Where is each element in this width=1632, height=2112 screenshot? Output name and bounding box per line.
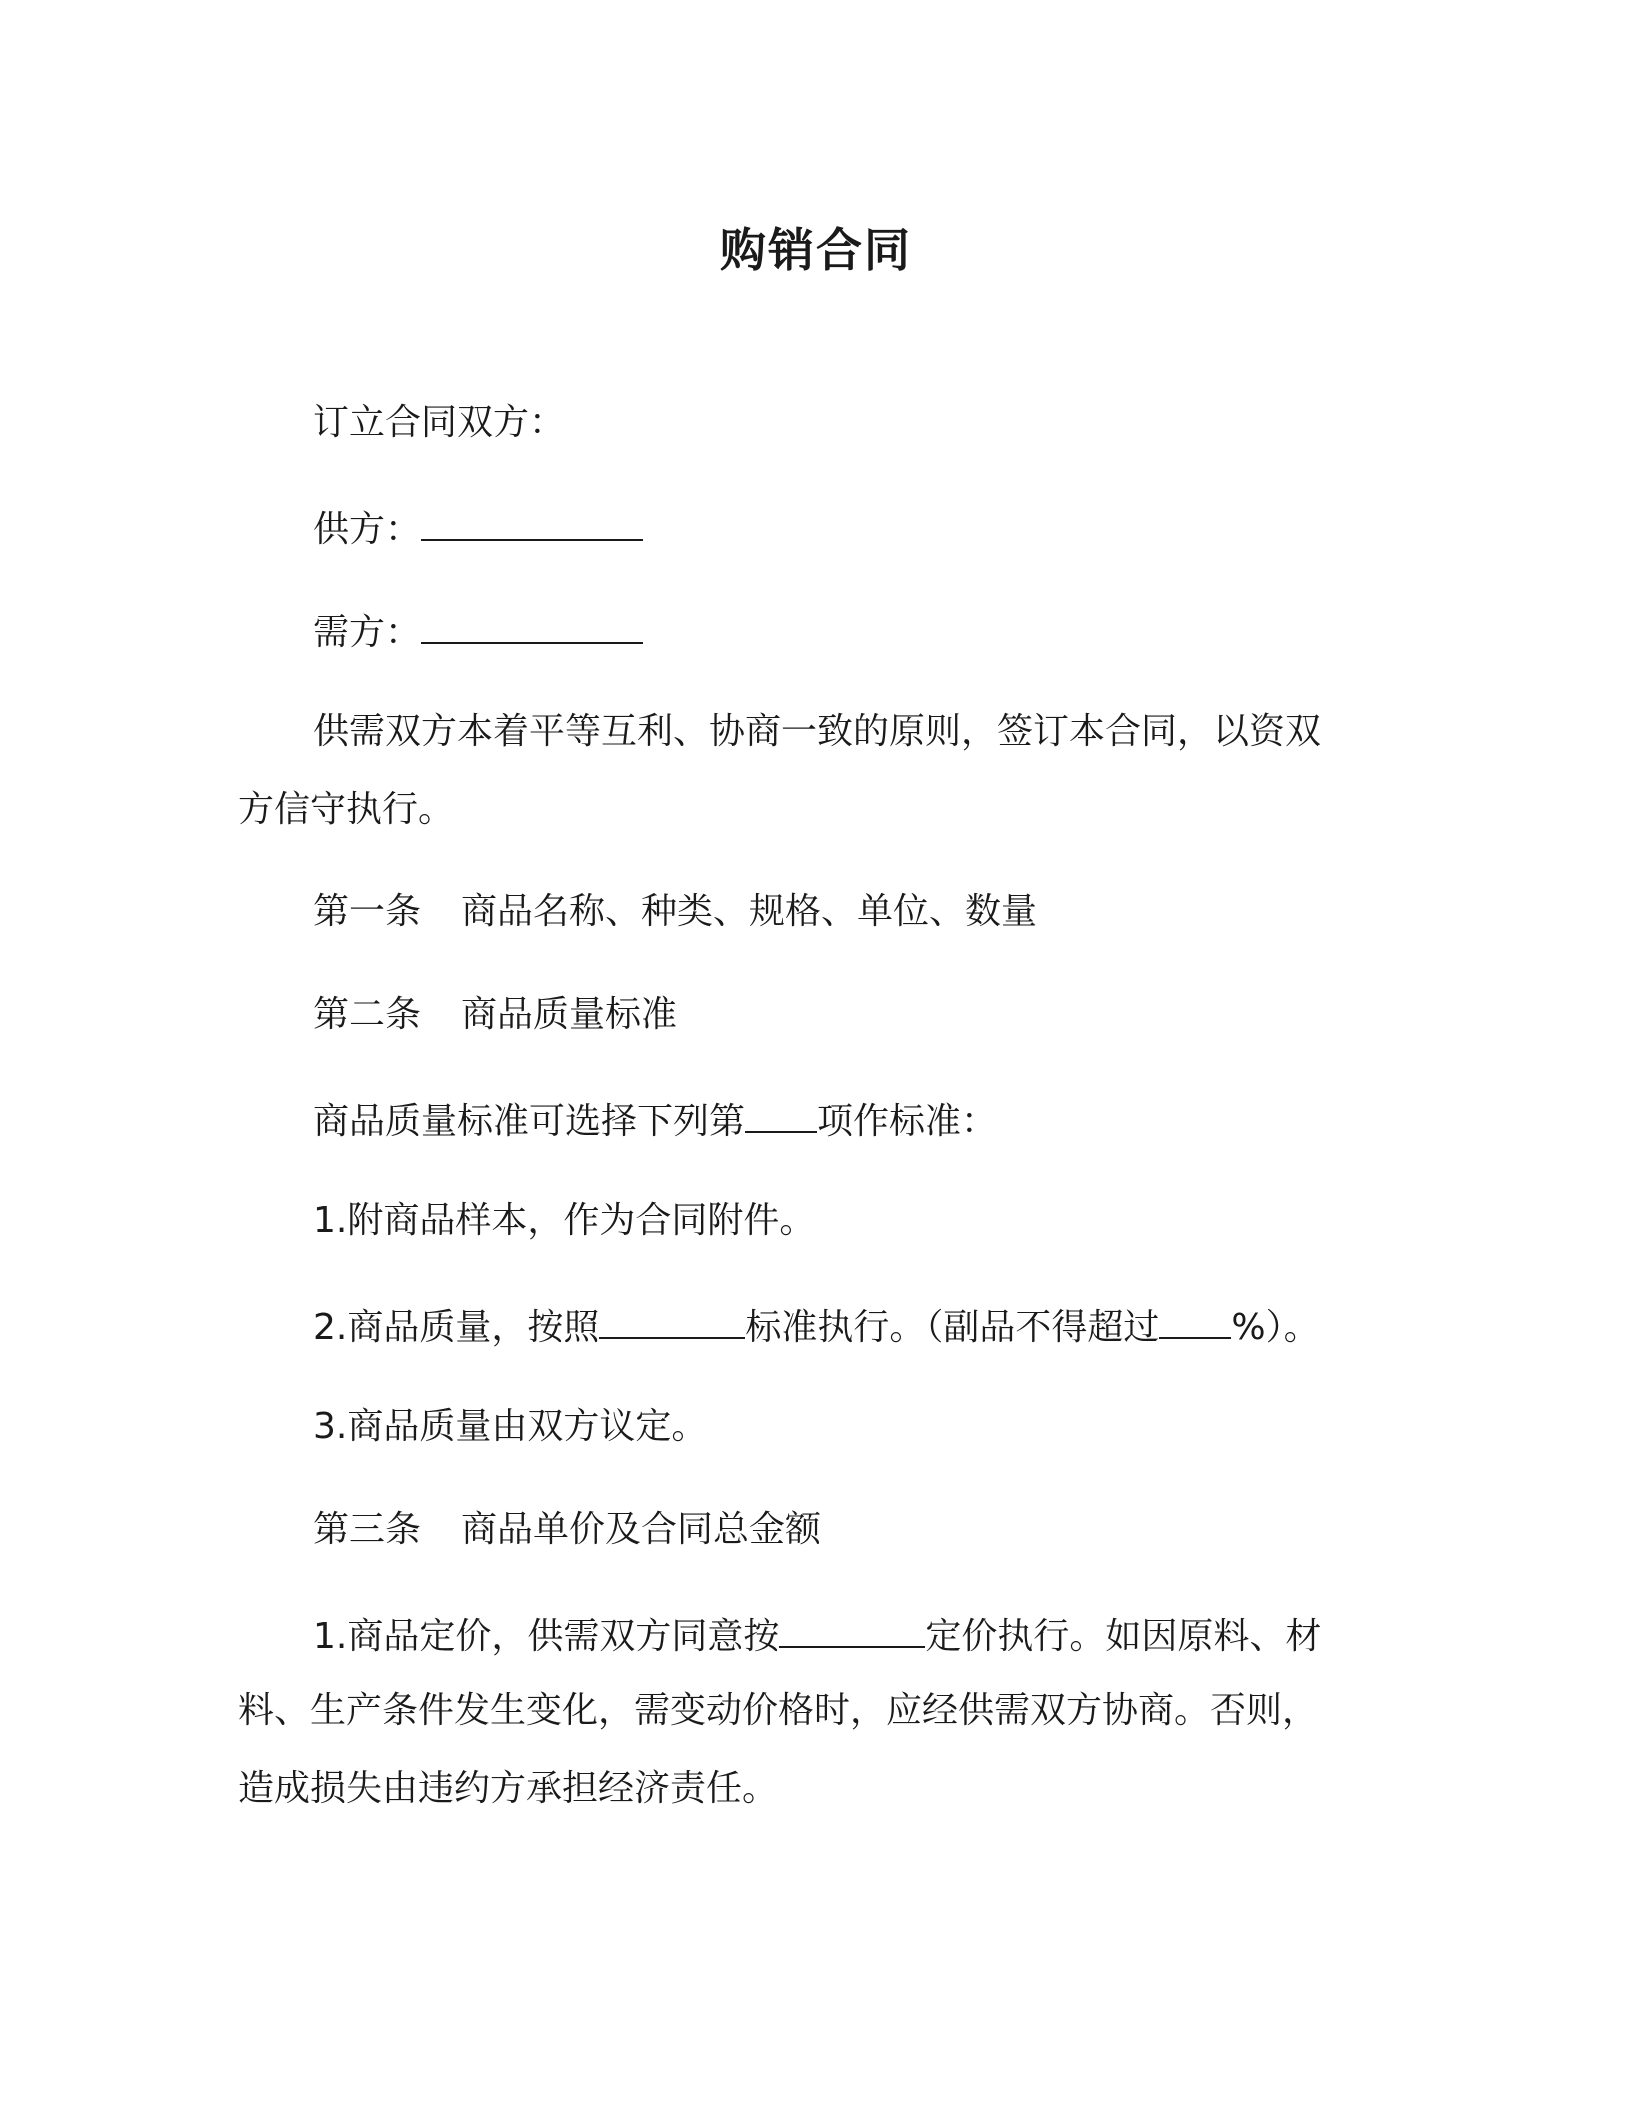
price-line-2: 料、生产条件发生变化，需变动价格时，应经供需双方协商。否则，	[238, 1690, 1319, 1731]
article-1-number: 第一条	[313, 891, 422, 932]
article-3-number: 第三条	[313, 1509, 422, 1550]
article-2-heading	[313, 990, 677, 1040]
preamble-line-2: 方信守执行。	[238, 789, 455, 830]
article-1-heading	[313, 887, 1037, 937]
quality-item-2-pre: 2.商品质量，按照	[313, 1307, 600, 1348]
buyer-line	[313, 604, 643, 658]
document-title: 购销合同	[720, 223, 912, 277]
parties-intro: 订立合同双方：	[313, 402, 566, 443]
supplier-label: 供方：	[313, 509, 422, 550]
supplier-blank	[421, 501, 643, 541]
buyer-blank	[421, 604, 643, 644]
article-2-title: 商品质量标准	[461, 994, 678, 1035]
price-line-1-post: 定价执行。如因原料、材	[925, 1616, 1322, 1657]
article-2-number: 第二条	[313, 994, 422, 1035]
preamble-line-1: 供需双方本着平等互利、协商一致的原则，签订本合同，以资双	[313, 711, 1322, 752]
price-line-1-pre: 1.商品定价，供需双方同意按	[313, 1616, 780, 1657]
price-line-3: 造成损失由违约方承担经济责任。	[238, 1768, 779, 1809]
article-3-heading	[313, 1505, 821, 1555]
defect-percent-blank	[1159, 1299, 1231, 1339]
price-line-1	[313, 1608, 1321, 1662]
quality-item-2	[313, 1299, 1320, 1353]
quality-standard-blank	[599, 1299, 745, 1339]
quality-item-2-mid: 标准执行。（副品不得超过	[745, 1307, 1160, 1348]
quality-select-pre: 商品质量标准可选择下列第	[313, 1101, 746, 1142]
article-1-title: 商品名称、种类、规格、单位、数量	[461, 891, 1038, 932]
quality-select-blank	[745, 1093, 817, 1133]
price-basis-blank	[779, 1608, 925, 1648]
article-3-title: 商品单价及合同总金额	[461, 1509, 822, 1550]
supplier-line	[313, 501, 643, 555]
quality-select-line	[313, 1093, 997, 1147]
quality-item-3: 3.商品质量由双方议定。	[313, 1406, 708, 1447]
buyer-label: 需方：	[313, 612, 422, 653]
quality-item-1: 1.附商品样本，作为合同附件。	[313, 1200, 816, 1241]
quality-select-post: 项作标准：	[817, 1101, 998, 1142]
quality-item-2-post: %）。	[1231, 1307, 1320, 1348]
